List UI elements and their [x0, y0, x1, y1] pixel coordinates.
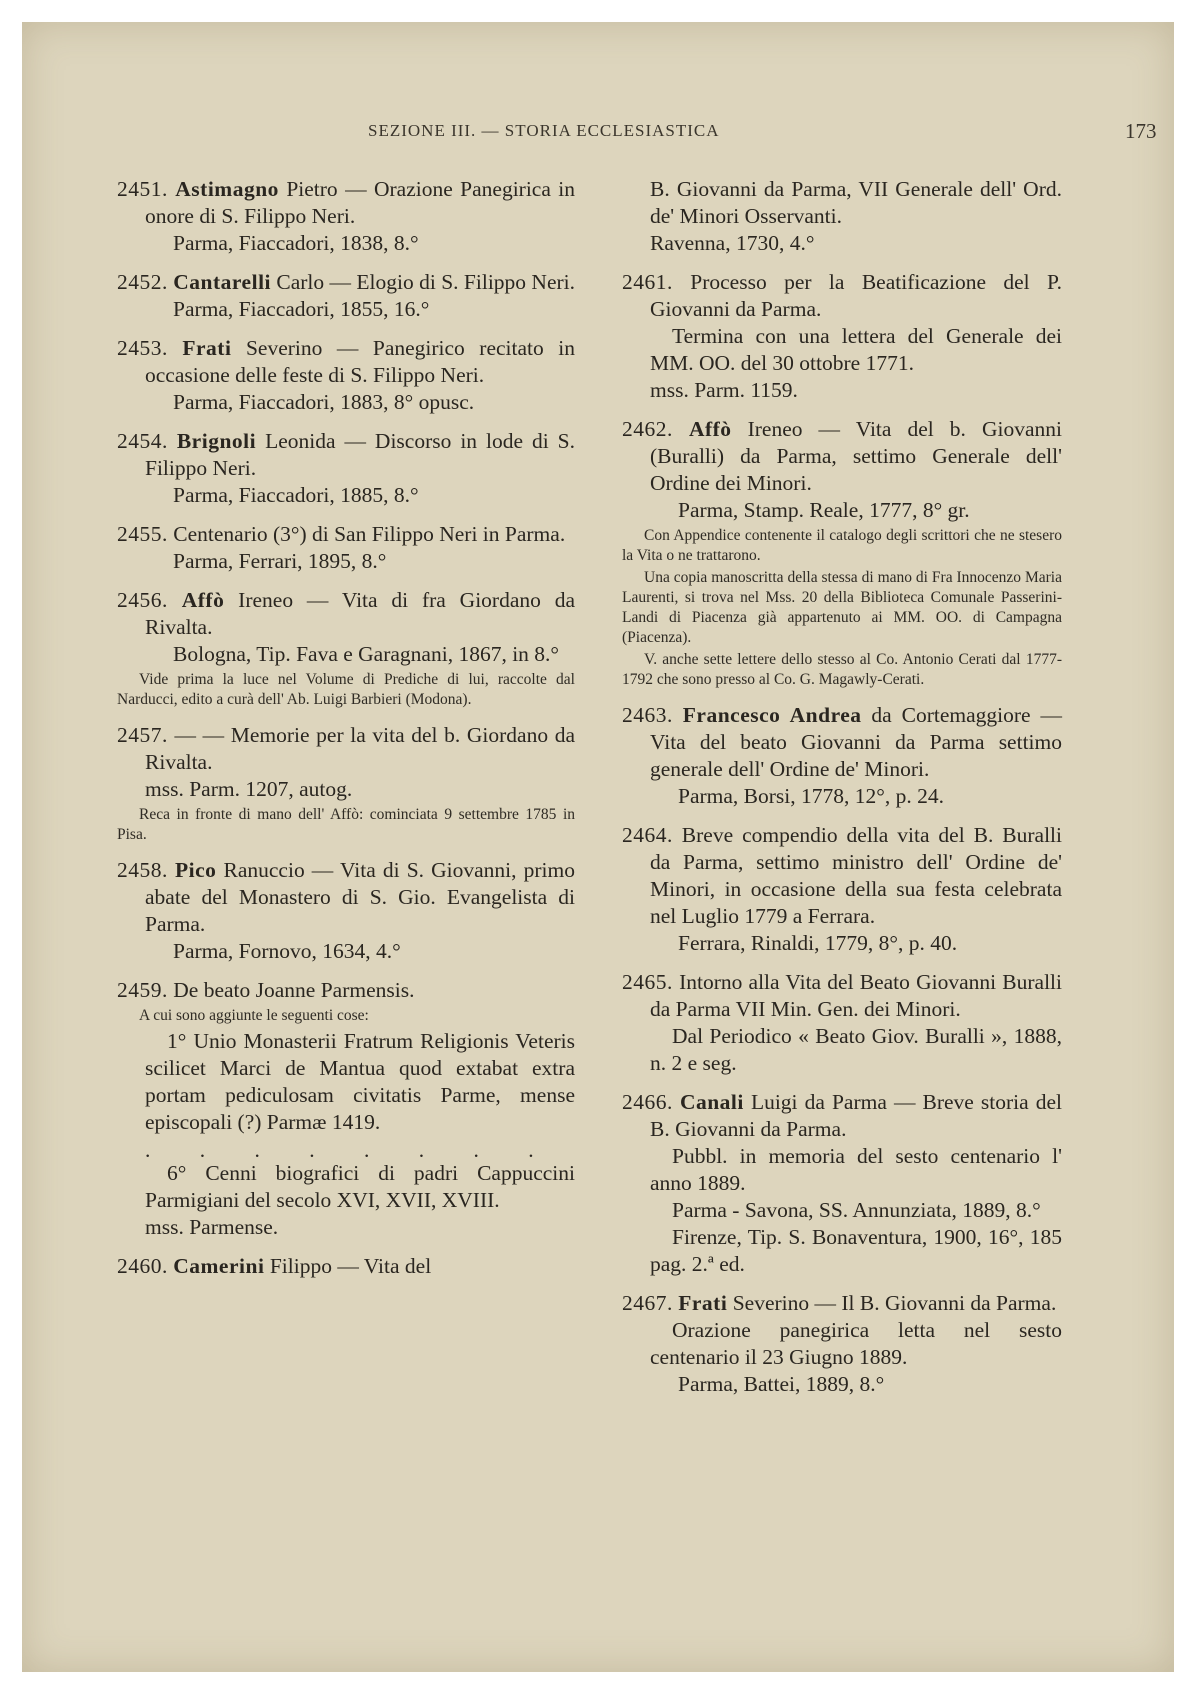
- entry-number: 2460.: [117, 1254, 168, 1278]
- entry-imprint: Parma - Savona, SS. Annunziata, 1889, 8.°: [672, 1198, 1041, 1222]
- entry-imprint: Parma, Fiaccadori, 1838, 8.°: [173, 231, 419, 255]
- entry-number: 2451.: [117, 177, 168, 201]
- entry-number: 2463.: [622, 703, 673, 727]
- entry-2460: [117, 1253, 575, 1280]
- entry-note: Con Appendice contenente il catalogo degli scrittori che ne stesero la Vita o ne trattarono.: [622, 527, 1062, 564]
- entry-author: Pico: [174, 858, 217, 882]
- entry-title: Ranuccio — Vita di S. Giovanni, primo abate del Monastero di S. Gio. Evangelista di Parma.: [145, 858, 575, 936]
- entry-number: 2466.: [622, 1090, 673, 1114]
- running-title: SEZIONE III. — STORIA ECCLESIASTICA: [368, 121, 720, 140]
- entry-title: Centenario (3°) di San Filippo Neri in Parma.: [167, 522, 566, 546]
- entry-author: Camerini: [173, 1254, 265, 1278]
- entry-number: 2464.: [622, 823, 673, 847]
- entry-imprint: Parma, Fiaccadori, 1883, 8° opusc.: [173, 390, 475, 414]
- entry-title: Luigi da Parma — Breve storia del B. Giovanni da Parma.: [650, 1090, 1063, 1141]
- entry-number: 2452.: [117, 270, 168, 294]
- entry-2462: [622, 416, 1062, 690]
- entry-author: Canali: [679, 1090, 744, 1114]
- entry-author: Francesco Andrea: [682, 703, 862, 727]
- entry-author: Affò: [688, 417, 732, 441]
- entry-imprint: Parma, Fiaccadori, 1855, 16.°: [173, 297, 430, 321]
- left-column: [117, 176, 575, 1292]
- entry-imprint: mss. Parm. 1159.: [650, 378, 798, 402]
- entry-2451: [117, 176, 575, 257]
- entry-title: De beato Joanne Parmensis.: [167, 978, 415, 1002]
- entry-note: Vide prima la luce nel Volume di Prediche di lui, raccolte dal Narducci, edito a curà dell' Ab. Luigi Barbieri (Modona).: [117, 671, 575, 708]
- entry-title: Ireneo — Vita di fra Giordano da Rivalta.: [145, 588, 576, 639]
- entry-imprint: Ravenna, 1730, 4.°: [650, 231, 815, 255]
- entry-number: 2462.: [622, 417, 673, 441]
- entry-note: Reca in fronte di mano dell' Affò: cominciata 9 settembre 1785 in Pisa.: [117, 806, 575, 843]
- page-number: 173: [1125, 119, 1157, 143]
- entry-2454: [117, 428, 575, 509]
- entry-title: Severino — Panegirico recitato in occasione delle feste di S. Filippo Neri.: [145, 336, 575, 387]
- entry-2458: [117, 857, 575, 965]
- entry-title: — — Memorie per la vita del b. Giordano da Rivalta.: [145, 723, 575, 774]
- entry-imprint: Parma, Ferrari, 1895, 8.°: [173, 549, 387, 573]
- entry-remark: Termina con una lettera del Generale dei MM. OO. del 30 ottobre 1771.: [650, 324, 1062, 375]
- entry-title: Intorno alla Vita del Beato Giovanni Buralli da Parma VII Min. Gen. dei Minori.: [650, 970, 1062, 1021]
- entry-number: 2453.: [117, 336, 168, 360]
- entry-2460-continued: [622, 176, 1062, 257]
- entry-imprint: Parma, Stamp. Reale, 1777, 8° gr.: [678, 498, 970, 522]
- entry-imprint: Bologna, Tip. Fava e Garagnani, 1867, in 8.°: [173, 642, 560, 666]
- entry-note: Una copia manoscritta della stessa di mano di Fra Innocenzo Maria Laurenti, si trova nel Mss. 20 della Biblioteca Comunale Passerini-Landi di Piacenza già appartenuto ai MM. OO. di Campagna (Piacenza).: [622, 569, 1062, 646]
- entry-imprint: Ferrara, Rinaldi, 1779, 8°, p. 40.: [678, 931, 958, 955]
- entry-number: 2467.: [622, 1291, 673, 1315]
- entry-imprint: Parma, Battei, 1889, 8.°: [678, 1372, 885, 1396]
- entry-imprint: Parma, Fornovo, 1634, 4.°: [173, 939, 401, 963]
- entry-2465: [622, 969, 1062, 1077]
- entry-number: 2459.: [117, 978, 168, 1002]
- entry-2459: [117, 977, 575, 1241]
- entry-remark: Orazione panegirica letta nel sesto centenario il 23 Giugno 1889.: [650, 1318, 1062, 1369]
- entry-author: Frati: [678, 1291, 728, 1315]
- entry-item: 6° Cenni biografici di padri Cappuccini Parmigiani del secolo XVI, XVII, XVIII.: [145, 1161, 575, 1212]
- entry-item: 1° Unio Monasterii Fratrum Religionis Veteris scilicet Marci de Mantua quod extabat extra portam pediculosam civitatis Parme, mense episcopali (?) Parmæ 1419.: [145, 1029, 575, 1134]
- entry-title: Leonida — Discorso in lode di S. Filippo Neri.: [145, 429, 575, 480]
- entry-number: 2455.: [117, 522, 168, 546]
- entry-note: V. anche sette lettere dello stesso al Co. Antonio Cerati dal 1777-1792 che sono presso al Co. G. Magawly-Cerati.: [622, 651, 1062, 688]
- entry-title: Processo per la Beatificazione del P. Giovanni da Parma.: [650, 270, 1062, 321]
- entry-imprint: Parma, Borsi, 1778, 12°, p. 24.: [678, 784, 944, 808]
- entry-title: Ireneo — Vita del b. Giovanni (Buralli) da Parma, settimo Generale dell' Ordine dei Minori.: [650, 417, 1063, 495]
- entry-author: Brignoli: [176, 429, 257, 453]
- entry-title: Breve compendio della vita del B. Buralli da Parma, settimo ministro dell' Ordine de' Minori, in occasione della sua festa celebrata nel Luglio 1779 a Ferrara.: [650, 823, 1062, 928]
- entry-title: Pietro — Orazione Panegirica in onore di S. Filippo Neri.: [145, 177, 576, 228]
- entry-2457: [117, 722, 575, 845]
- entry-title: Severino — Il B. Giovanni da Parma.: [727, 1291, 1057, 1315]
- entry-number: 2458.: [117, 858, 168, 882]
- entry-title: da Cortemaggiore — Vita del beato Giovanni da Parma settimo generale dell' Ordine de' Minori.: [650, 703, 1062, 781]
- entry-2467: [622, 1290, 1062, 1398]
- entry-title: Carlo — Elogio di S. Filippo Neri.: [271, 270, 575, 294]
- entry-number: 2456.: [117, 588, 168, 612]
- entry-number: 2465.: [622, 970, 673, 994]
- entry-2455: [117, 521, 575, 575]
- entry-2452: [117, 269, 575, 323]
- entry-2453: [117, 335, 575, 416]
- ellipsis-dots: . . . . . . . .: [145, 1138, 556, 1162]
- running-header: [0, 121, 1196, 151]
- entry-title: Filippo — Vita del: [264, 1254, 432, 1278]
- right-column: [622, 176, 1062, 1410]
- entry-imprint: Parma, Fiaccadori, 1885, 8.°: [173, 483, 419, 507]
- entry-note: A cui sono aggiunte le seguenti cose:: [139, 1007, 369, 1024]
- entry-2466: [622, 1089, 1062, 1278]
- entry-2461: [622, 269, 1062, 404]
- entry-author: Astimagno: [175, 177, 279, 201]
- entry-author: Frati: [182, 336, 232, 360]
- entry-title: B. Giovanni da Parma, VII Generale dell' Ord. de' Minori Osservanti.: [650, 177, 1062, 228]
- entry-number: 2454.: [117, 429, 168, 453]
- entry-author: Affò: [181, 588, 225, 612]
- entry-imprint: mss. Parmense.: [145, 1215, 279, 1239]
- entry-remark: Pubbl. in memoria del sesto centenario l' anno 1889.: [650, 1144, 1062, 1195]
- entry-imprint: mss. Parm. 1207, autog.: [145, 777, 353, 801]
- entry-imprint-second: Firenze, Tip. S. Bonaventura, 1900, 16°, 185 pag. 2.ª ed.: [650, 1225, 1062, 1276]
- entry-2463: [622, 702, 1062, 810]
- entry-2456: [117, 587, 575, 710]
- entry-author: Cantarelli: [173, 270, 272, 294]
- entry-remark: Dal Periodico « Beato Giov. Buralli », 1888, n. 2 e seg.: [650, 1024, 1062, 1075]
- entry-number: 2461.: [622, 270, 673, 294]
- entry-number: 2457.: [117, 723, 168, 747]
- entry-2464: [622, 822, 1062, 957]
